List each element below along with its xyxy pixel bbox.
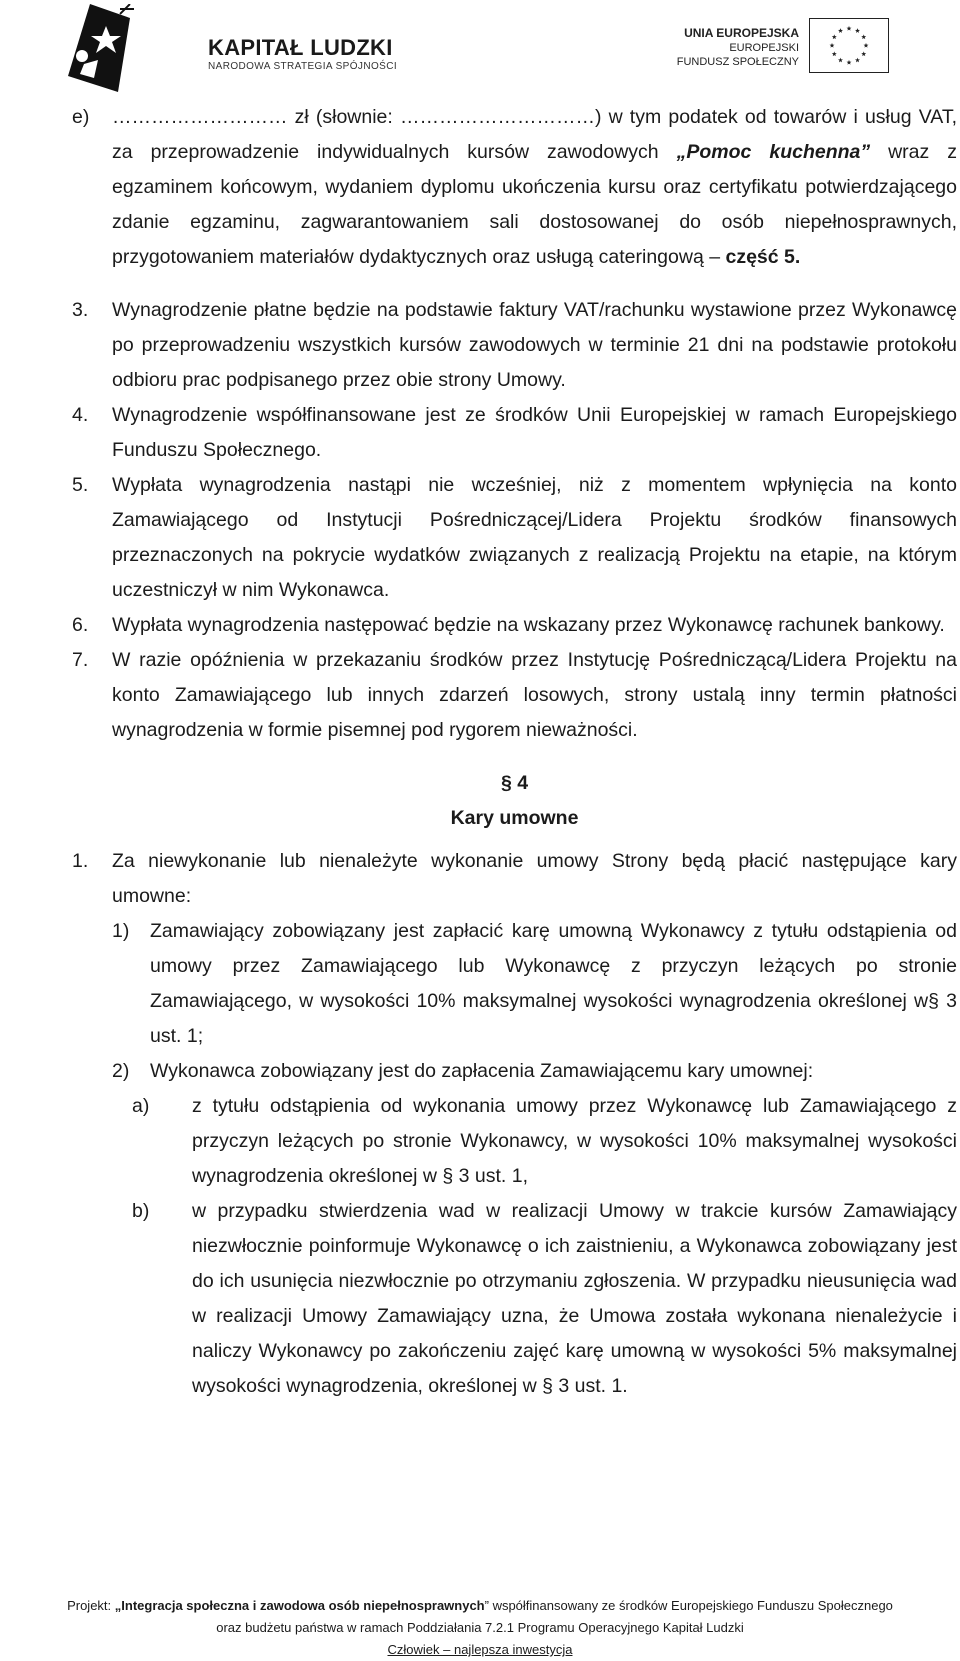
- item-e-text-2: wraz z egzaminem końcowym, wydaniem dyplomu ukończenia kursu oraz certyfikatu potwierdzającego zdanie egzaminu, zagwarantowaniem sali dostosowanej do osób niepełnosprawnych, przygotowaniem materiałów dydaktycznych oraz usługą cateringową –: [112, 141, 957, 268]
- list-item-label: 2): [112, 1060, 130, 1082]
- penalty-item-1: [72, 844, 957, 914]
- eu-logo: [664, 18, 894, 78]
- page-footer: [0, 1595, 960, 1661]
- penalty-subitem-2a: [132, 1089, 957, 1194]
- list-item-text: w przypadku stwierdzenia wad w realizacji Umowy w trakcie kursów Zamawiający niezwłocznie poinformuje Wykonawcę o ich zaistnieniu, a Wykonawca zobowiązany jest do ich usunięcia niezwłocznie po otrzymaniu zgłoszenia. W przypadku nieusunięcia wad w realizacji Umowy Zamawiający uzna, że Umowa została wykonana nienależycie i naliczy Wykonawcy po zakończeniu zajęć karę umowną w wysokości 5% maksymalnej wysokości wynagrodzenia, określonej w § 3 ust. 1.: [192, 1200, 957, 1397]
- kapital-ludzki-subtitle: NARODOWA STRATEGIA SPÓJNOŚCI: [208, 61, 398, 72]
- list-item-4: [72, 398, 957, 468]
- list-item-label: 1.: [72, 850, 89, 872]
- list-item-label: a): [132, 1095, 150, 1117]
- eu-logo-line1: UNIA EUROPEJSKA: [684, 26, 799, 40]
- list-item-text: Wypłata wynagrodzenia następować będzie na wskazany przez Wykonawcę rachunek bankowy.: [112, 614, 945, 636]
- list-item-text: W razie opóźnienia w przekazaniu środków przez Instytucję Pośredniczącą/Lidera Projektu na konto Zamawiającego lub innych zdarzeń losowych, strony ustalą inny termin płatności wynagrodzenia w formie pisemnej pod rygorem nieważności.: [112, 649, 957, 741]
- list-item-label: 5.: [72, 474, 89, 496]
- list-item-label: 6.: [72, 614, 89, 636]
- list-item-label: e): [72, 106, 90, 128]
- section-title: Kary umowne: [450, 807, 579, 829]
- penalty-subitem-1: [112, 914, 957, 1054]
- kapital-ludzki-logo: [68, 4, 398, 92]
- footer-line-1: [0, 1595, 960, 1617]
- penalty-subitem-2b: [132, 1194, 957, 1404]
- list-item-text: z tytułu odstąpienia od wykonania umowy przez Wykonawcę lub Zamawiającego z przyczyn leżących po stronie Wykonawcy, w wysokości 10% maksymalnej wysokości wynagrodzenia określonej w § 3 ust. 1,: [192, 1095, 957, 1187]
- list-item-3: [72, 293, 957, 398]
- kapital-ludzki-title: KAPITAŁ LUDZKI: [208, 35, 393, 60]
- footer-project-name: „Integracja społeczna i zawodowa osób niepełnosprawnych: [114, 1598, 485, 1613]
- list-item-5: [72, 468, 957, 608]
- list-item-text: Wynagrodzenie płatne będzie na podstawie faktury VAT/rachunku wystawione przez Wykonawcę po przeprowadzeniu wszystkich kursów zawodowych w terminie 21 dni na podstawie protokołu odbioru prac podpisanego przez obie strony Umowy.: [112, 299, 957, 391]
- item-e-text-1: ……………………… zł (słownie: …………………………) w tym podatek od towarów i usług VAT, za przeprowadzenie indywidualnych kursów zawodowych: [112, 106, 957, 163]
- list-item-label: 7.: [72, 649, 89, 671]
- section-number: § 4: [500, 772, 529, 794]
- list-item-6: [72, 608, 957, 643]
- eu-logo-line3: FUNDUSZ SPOŁECZNY: [676, 56, 799, 68]
- eu-flag-icon: [809, 18, 889, 73]
- footer-slogan: Człowiek – najlepsza inwestycja: [387, 1642, 573, 1657]
- footer-prefix: Projekt:: [67, 1598, 115, 1613]
- list-item-label: 3.: [72, 299, 89, 321]
- list-item-label: 1): [112, 920, 130, 942]
- course-name-highlight: „Pomoc kuchenna”: [676, 141, 871, 163]
- eu-logo-line2: EUROPEJSKI: [729, 42, 799, 54]
- kapital-ludzki-emblem-icon: [68, 4, 148, 92]
- penalty-subitem-2: [112, 1054, 957, 1089]
- list-item-text: Wypłata wynagrodzenia nastąpi nie wcześniej, niż z momentem wpłynięcia na konto Zamawiającego od Instytucji Pośredniczącej/Lidera Projektu środków finansowych przeznaczonych na pokrycie wydatków związanych z realizacją Projektu na etapie, na którym uczestniczył w nim Wykonawca.: [112, 474, 957, 601]
- list-item-text: Zamawiający zobowiązany jest zapłacić karę umowną Wykonawcy z tytułu odstąpienia od umowy przez Zamawiającego lub Wykonawcę z przyczyn leżących po stronie Zamawiającego, w wysokości 10% maksymalnej wysokości wynagrodzenia określonej w§ 3 ust. 1;: [150, 920, 957, 1047]
- list-item-text: Wykonawca zobowiązany jest do zapłacenia Zamawiającemu kary umownej:: [150, 1060, 814, 1082]
- footer-suffix: ” współfinansowany ze środków Europejskiego Funduszu Społecznego: [484, 1598, 893, 1613]
- list-item-e: [72, 100, 957, 275]
- list-item-7: [72, 643, 957, 748]
- part-label: część 5.: [725, 246, 801, 268]
- list-item-text: Za niewykonanie lub nienależyte wykonanie umowy Strony będą płacić następujące kary umowne:: [112, 850, 957, 907]
- list-item-label: 4.: [72, 404, 89, 426]
- list-item-text: Wynagrodzenie współfinansowane jest ze środków Unii Europejskiej w ramach Europejskiego Funduszu Społecznego.: [112, 404, 957, 461]
- document-body: [72, 100, 957, 1404]
- page-header: [0, 0, 960, 100]
- footer-line-2: oraz budżetu państwa w ramach Poddziałania 7.2.1 Programu Operacyjnego Kapitał Ludzki: [216, 1620, 744, 1635]
- list-item-label: b): [132, 1200, 150, 1222]
